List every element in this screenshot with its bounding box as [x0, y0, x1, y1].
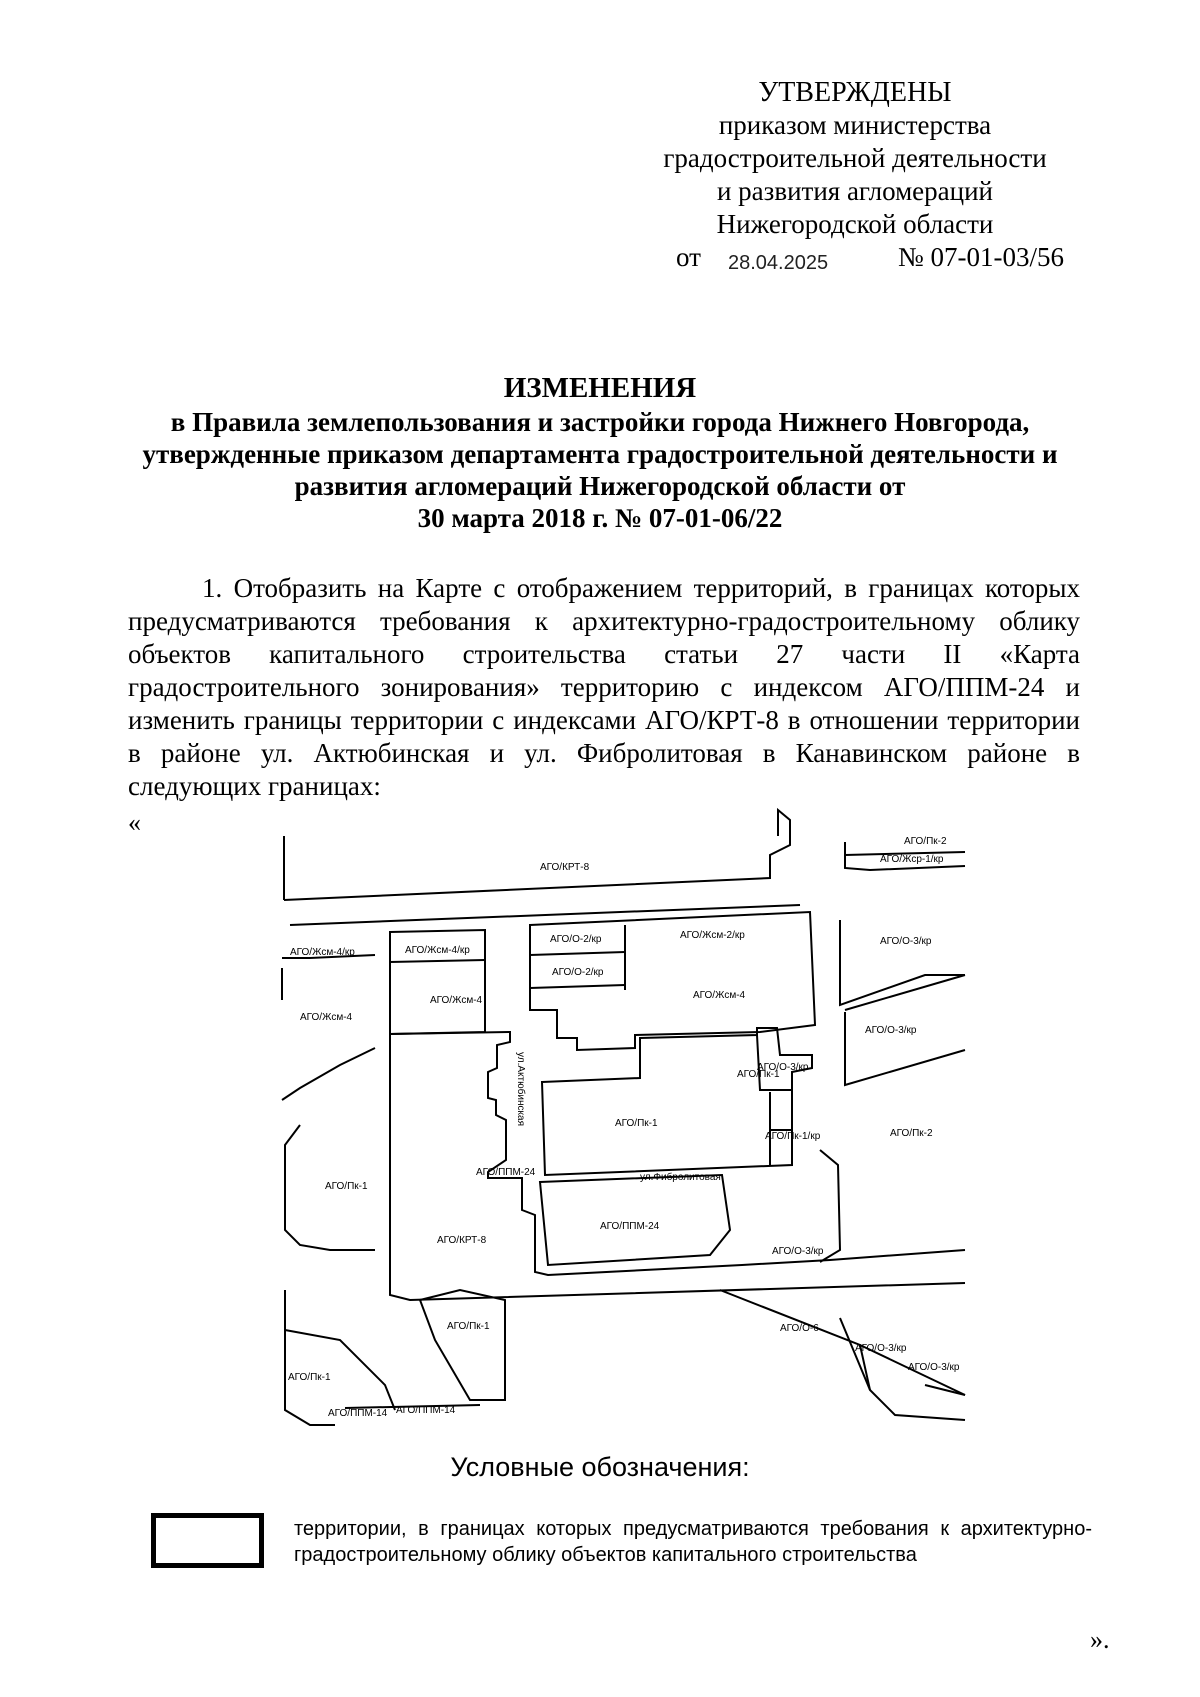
map-label: АГО/ППМ-14 [396, 1405, 456, 1416]
map-boundary [420, 1290, 505, 1400]
map-label: АГО/Пк-2 [904, 836, 947, 847]
title-subtitle-line: утвержденные приказом департамента градостроительной деятельности и [142, 439, 1058, 469]
map-label: АГО/ППМ-24 [600, 1221, 660, 1232]
map-label: АГО/Жсм-2/кр [680, 930, 745, 941]
map-label: АГО/Жсм-4/кр [405, 945, 470, 956]
approval-line: Нижегородской области [716, 209, 994, 239]
map-boundary [530, 912, 815, 1050]
map-label: АГО/О-2/кр [552, 967, 604, 978]
map-label: АГО/Пк-1/кр [765, 1131, 821, 1142]
map-boundary [845, 1012, 965, 1085]
quote-open: « [128, 808, 141, 837]
order-date: 28.04.2025 [728, 252, 829, 274]
map-label: АГО/Пк-1 [737, 1069, 780, 1080]
from-label: от [676, 242, 701, 272]
map-label: АГО/Пк-1 [288, 1372, 331, 1383]
title-subtitle-line: в Правила землепользования и застройки города Нижнего Новгорода, [170, 407, 1030, 437]
map-label: АГО/О-6 [780, 1323, 819, 1334]
map-label: АГО/О-3/кр [757, 1062, 809, 1073]
map-boundary [390, 960, 485, 962]
map-boundary [840, 1318, 870, 1390]
map-boundary [845, 975, 965, 1010]
legend-title: Условные обозначения: [450, 1452, 750, 1482]
map-boundary [540, 1175, 730, 1265]
title-main: ИЗМЕНЕНИЯ [503, 372, 697, 404]
quote-close: ». [1090, 1625, 1110, 1654]
map-label: АГО/О-3/кр [865, 1025, 917, 1036]
map-label: АГО/О-3/кр [772, 1246, 824, 1257]
map-label: АГО/Жсм-4 [693, 990, 746, 1001]
map-boundary [290, 905, 800, 925]
approval-line: приказом министерства [718, 110, 992, 140]
paragraph-text: 1. Отобразить на Карте с отображением территорий, в границах которых предусматриваются требования к архитектурно-градостроительному облику объектов капитального строительства статьи 27 части II «Карта градостроительного зонирования» территорию с индексом АГО/ППМ-24 и изменить границы территории с индексами АГО/КРТ-8 в отношении территории в районе ул. Актюбинская и ул. Фибролитовая в Канавинском районе в следующих границах: [128, 573, 1080, 801]
title-subtitle-line: 30 марта 2018 г. № 07-01-06/22 [417, 503, 783, 533]
map-boundary [282, 1048, 375, 1100]
map-label: АГО/Жсм-4/кр [290, 947, 355, 958]
map-label: АГО/О-3/кр [880, 936, 932, 947]
map-label: АГО/ППМ-24 [476, 1167, 536, 1178]
street-label: ул.Актюбинская [515, 1052, 526, 1127]
map-label: АГО/О-3/кр [908, 1362, 960, 1373]
map-boundary [284, 810, 790, 900]
map-boundary [530, 952, 625, 955]
order-number: № 07-01-03/56 [898, 242, 1064, 272]
map-label: АГО/Пк-1 [447, 1321, 490, 1332]
map-label: АГО/Пк-1 [325, 1181, 368, 1192]
map-label: АГО/Пк-2 [890, 1128, 933, 1139]
map-label: АГО/КРТ-8 [540, 862, 590, 873]
map-label: АГО/КРТ-8 [437, 1235, 487, 1246]
map-boundary [530, 985, 625, 988]
map-boundary [285, 1330, 395, 1410]
street-label: ул.Фибролитовая [640, 1172, 721, 1183]
map-label: АГО/Жсм-4 [430, 995, 483, 1006]
title-subtitle-line: развития агломераций Нижегородской области от [294, 471, 906, 501]
map-boundary [285, 1290, 335, 1425]
map-boundary [720, 1290, 965, 1420]
map-label: АГО/Жср-1/кр [880, 854, 944, 865]
legend-text: территории, в границах которых предусматриваются требования к архитектурно-градостроительному облику объектов капитального строительства [294, 1518, 1092, 1566]
approval-heading: УТВЕРЖДЕНЫ [758, 77, 952, 108]
map-label: АГО/ППМ-14 [328, 1408, 388, 1419]
map-label: АГО/Пк-1 [615, 1118, 658, 1129]
legend-symbol [151, 1513, 264, 1568]
map-label: АГО/О-3/кр [855, 1343, 907, 1354]
approval-line: градостроительной деятельности [663, 143, 1047, 173]
map-label: АГО/О-2/кр [550, 934, 602, 945]
map-label: АГО/Жсм-4 [300, 1012, 353, 1023]
approval-line: и развития агломераций [716, 176, 993, 206]
